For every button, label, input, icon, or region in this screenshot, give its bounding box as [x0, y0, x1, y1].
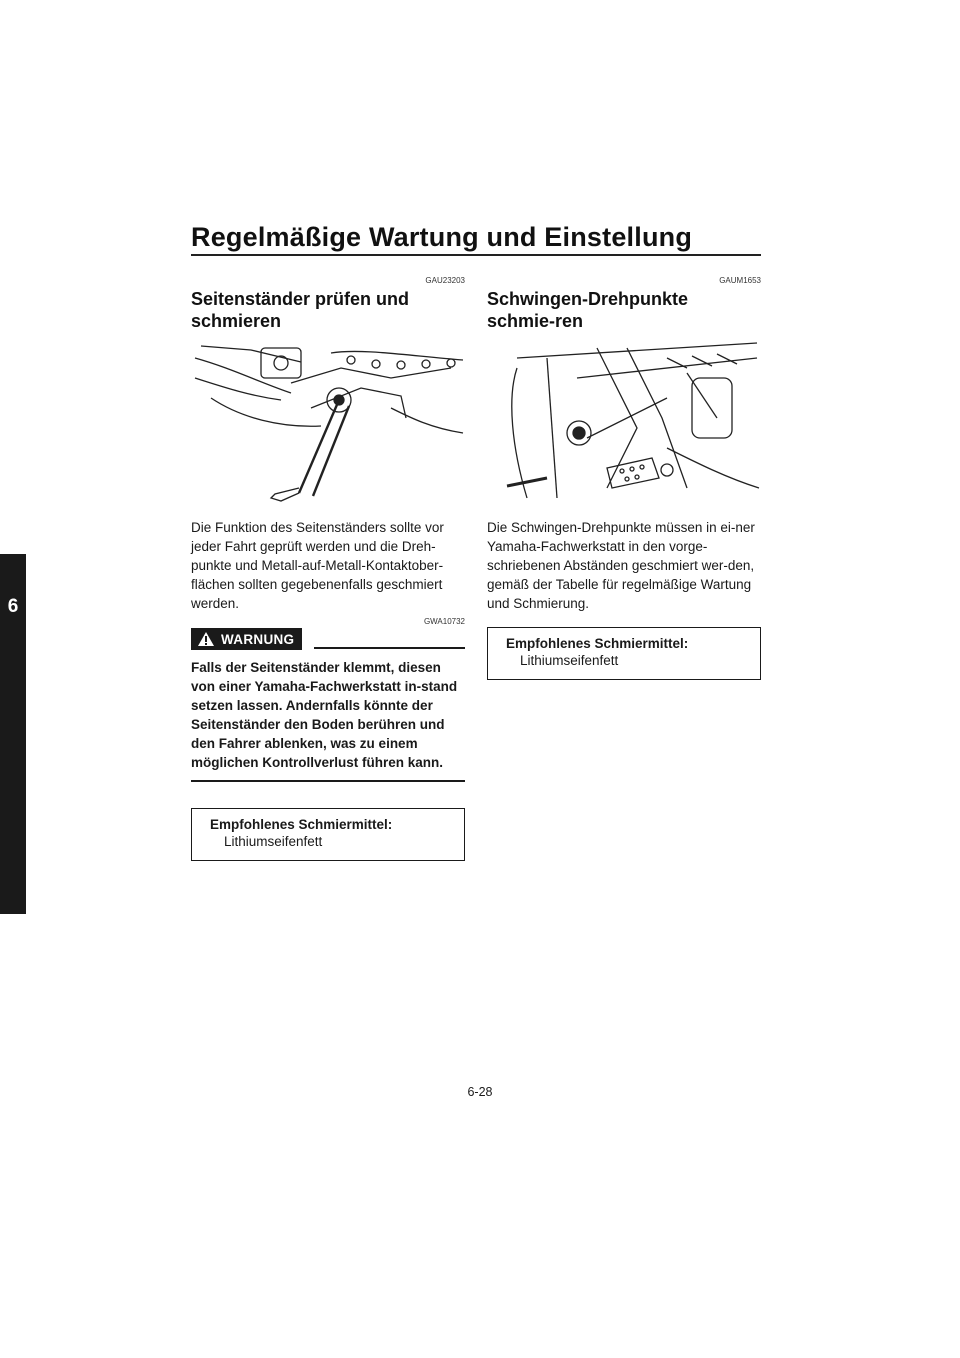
chapter-tab: [0, 554, 26, 914]
section-sidestand: [191, 270, 465, 861]
lubricant-box: [487, 627, 761, 680]
warning-triangle-icon: [197, 631, 215, 647]
page-header: [191, 222, 761, 253]
swingarm-illustration: [487, 338, 761, 508]
header-rule: [191, 254, 761, 256]
warning-rule: [314, 647, 465, 649]
sidestand-illustration: [191, 338, 465, 508]
section-body: Die Funktion des Seitenständers sollte vor jeder Fahrt geprüft werden und die Dreh-punkte und Metall-auf-Metall-Kontaktober-flächen sollten gegebenenfalls geschmiert werden.: [191, 520, 444, 611]
section-title: Seitenständer prüfen und schmieren: [191, 289, 410, 331]
section-code: GAUM1653: [719, 276, 761, 285]
warning-label-box: [191, 628, 302, 650]
lubricant-value: Lithiumseifenfett: [520, 653, 619, 668]
lubricant-label: Empfohlenes Schmiermittel:: [506, 636, 689, 651]
lubricant-box: [191, 808, 465, 861]
warning-label: WARNUNG: [221, 631, 295, 647]
warning-code: GWA10732: [423, 617, 465, 626]
warning-header: [191, 628, 465, 650]
warning-text: Falls der Seitenständer klemmt, diesen von einer Yamaha-Fachwerkstatt in-stand setzen lassen. Andernfalls könnte der Seitenständer den Boden berühren und den Fahrer ablenken, was zu einem möglichen Kontrollverlust führen kann.: [191, 660, 458, 770]
warning-end-rule: [191, 780, 465, 782]
chapter-number: 6: [7, 596, 19, 617]
lubricant-value: Lithiumseifenfett: [224, 834, 323, 849]
section-code: GAU23203: [425, 276, 465, 285]
section-body: Die Schwingen-Drehpunkte müssen in ei-ner Yamaha-Fachwerkstatt in den vorge-schriebenen Abständen geschmiert wer-den, gemäß der Tabelle für regelmäßige Wartung und Schmierung.: [487, 520, 755, 611]
lubricant-label: Empfohlenes Schmiermittel:: [210, 817, 393, 832]
page-title: Regelmäßige Wartung und Einstellung: [191, 222, 693, 252]
section-swingarm: [487, 270, 761, 680]
page-number: 6-28: [467, 1085, 493, 1099]
section-title: Schwingen-Drehpunkte schmie-ren: [487, 289, 689, 331]
